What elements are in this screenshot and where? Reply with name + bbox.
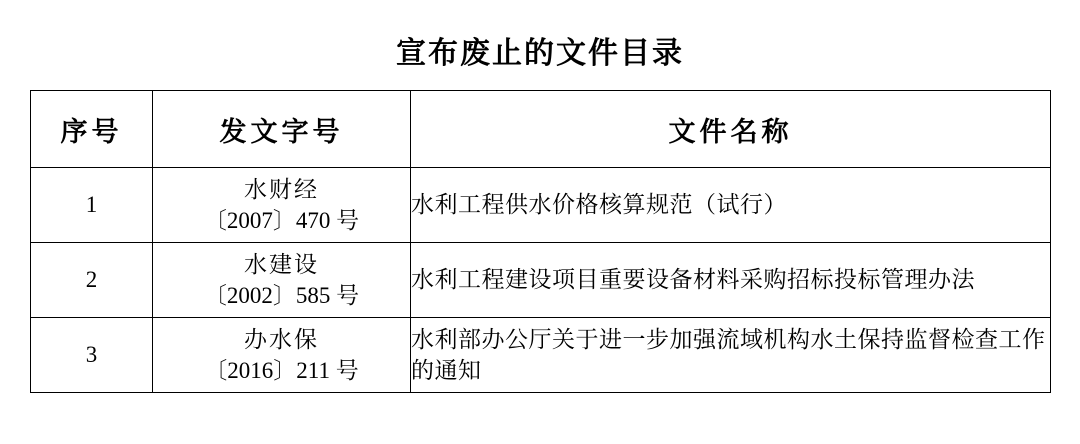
cell-index: 2 xyxy=(31,243,153,318)
doc-number-line-1: 水财经 xyxy=(244,176,319,202)
cell-doc-name: 水利工程建设项目重要设备材料采购招标投标管理办法 xyxy=(411,243,1051,318)
column-header-doc-name: 文件名称 xyxy=(411,91,1051,168)
cell-index: 3 xyxy=(31,318,153,393)
doc-number-line-2: 〔2016〕211 号 xyxy=(204,358,359,383)
table-row xyxy=(31,243,1051,318)
cell-doc-number xyxy=(153,318,411,393)
doc-number-line-2: 〔2002〕585 号 xyxy=(203,283,360,308)
table-row xyxy=(31,168,1051,243)
doc-number-line-1: 办水保 xyxy=(244,326,319,352)
cell-doc-number xyxy=(153,243,411,318)
cell-doc-name: 水利工程供水价格核算规范（试行） xyxy=(411,168,1051,243)
cell-index: 1 xyxy=(31,168,153,243)
column-header-index: 序号 xyxy=(31,91,153,168)
cell-doc-number xyxy=(153,168,411,243)
doc-number-line-2: 〔2007〕470 号 xyxy=(203,208,360,233)
column-header-doc-number: 发文字号 xyxy=(153,91,411,168)
repealed-documents-table xyxy=(30,90,1051,393)
cell-doc-name: 水利部办公厅关于进一步加强流域机构水土保持监督检查工作的通知 xyxy=(411,318,1051,393)
doc-number-line-1: 水建设 xyxy=(244,251,319,277)
page-title: 宣布废止的文件目录 xyxy=(396,36,684,71)
table-container xyxy=(0,90,1080,393)
table-row xyxy=(31,318,1051,393)
table-header-row xyxy=(31,91,1051,168)
